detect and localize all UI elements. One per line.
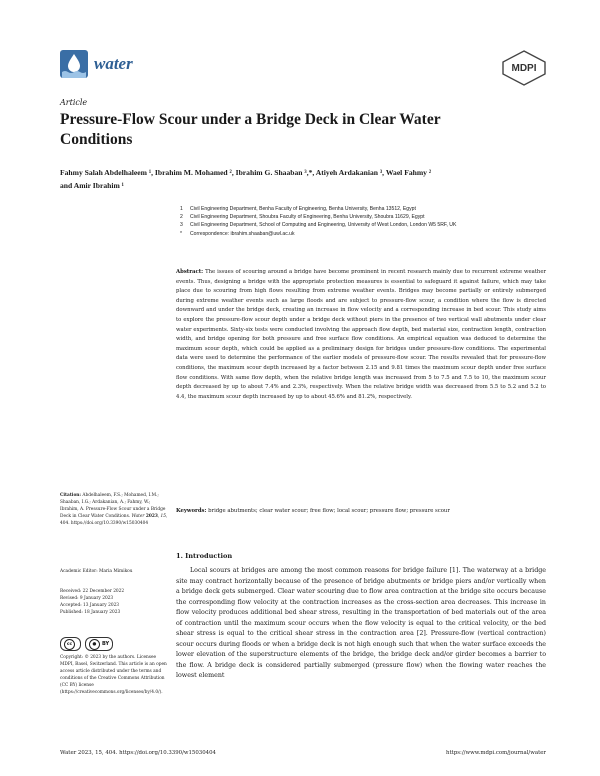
article-type-label: Article [60, 98, 88, 107]
citation-doi-link[interactable]: , 404. https://doi.org/10.3390/w15030404 [60, 514, 168, 527]
publisher-logo[interactable] [501, 50, 547, 90]
article-title: Pressure-Flow Scour under a Bridge Deck in Clear Water Conditions [60, 111, 441, 148]
affiliation-item: 3 Civil Engineering Department, School of Computing and Engineering, University of West London, London W5 5RF, UK [180, 222, 457, 229]
water-drop-icon [60, 50, 88, 78]
citation-text: Abdelhaleem, F.S.; Mohamed, I.M.; Shaaban, I.G.; Ardakanian, A.; Fahmy, W.; Ibrahim, A. Pressure-Flow Scour under a Bridge Deck in Clear Water Conditions. [60, 493, 166, 520]
publication-dates [60, 588, 168, 616]
keywords-text: bridge abutments; clear water scour; free flow; local scour; pressure flow; pressure scour [208, 508, 450, 514]
cc-by-icon: ● BY [85, 637, 113, 651]
abstract-label: Abstract: [176, 269, 204, 275]
journal-logo[interactable] [60, 50, 133, 78]
copyright-notice: Copyright: © 2023 by the authors. Licensee MDPI, Basel, Switzerland. This article is an open access article distributed under the terms and conditions of the Creative Commons Attribution (CC BY) license (https://creativecommons.org/licenses/by/4.0/). [60, 655, 167, 696]
abstract-text: The issues of scouring around a bridge have become prominent in recent research mainly due to recurrent extreme weather events. Thus, designing a bridge with the appropriate protection measures is essential to safeguard it against failure, which may take place due to scouring from high flows resulting from extreme weather events. Bridges may become partially or entirely submerged during extreme weather events such as large floods and are subject to pressure-flow scour, a condition where the flow is directed downward and under the bridge deck, creating an increase in flow velocity and a corresponding increase in bed scour. This study aims to explore the pressure-flow scour depth under a bridge deck without piers in the presence of two vertical wall abutments under clear water experiments. Sixty-six tests were conducted involving the approach flow depth, bed material size, contraction length, contraction width, and bridge opening for both pressure and free surface flow conditions. An empirical equation was deduced to determine the maximum scour depth, which could be applied as a preliminary design for bridges under pressure-flow conditions. The experimental data were used to determine the performance of the earlier models of pressure-flow scour. The results revealed that for pressure-flow conditions, the maximum scour depth increased by a factor between 2.15 and 9.81 times the maximum scour depth under free surface flow conditions. With same flow depth, when the relative bridge length was increased from 5 to 7.5 and 7.5 to 10, the maximum scour depth decreased by up to about 7.4% and 2.3%, respectively. When the relative bridge width was decreased from 5.5 to 5.2 and 5.2 to 4.4, the maximum scour depth increased by up to about 45.6% and 81.2%, respectively. [176, 269, 546, 400]
affiliations [180, 205, 540, 238]
citation-volume: 15 [160, 514, 167, 520]
authors-line: and Amir Ibrahim ¹ [60, 181, 124, 190]
authors-line: Fahmy Salah Abdelhaleem ¹, Ibrahim M. Mohamed ², Ibrahim G. Shaaban ³,*, Atiyeh Ardakanian ³, Wael Fahmy ² [60, 168, 432, 177]
correspondence: * Correspondence: ibrahim.shaaban@uwl.ac.uk [180, 230, 295, 237]
affiliation-item: 2 Civil Engineering Department, Shoubra Faculty of Engineering, Benha University, Shoubra 11629, Egypt [180, 214, 425, 221]
citation-year: 2023 [145, 514, 158, 520]
svg-text:MDPI: MDPI [511, 63, 537, 74]
published-date: Published: 18 January 2023 [60, 610, 121, 616]
academic-editor: Academic Editor: Maria Mimikou [60, 569, 133, 574]
abstract [176, 268, 546, 402]
paragraph: Local scours at bridges are among the most common reasons for bridge failure [1]. The waterway at a bridge site may contract horizontally because of the presence of bridge abutments or bridge piers and/or vertically when a bridge deck gets submerged. Clear water scouring due to flow area contraction at the bridge site occurs because the corresponding flow velocity at the contraction increases as the cross-section area decreases. This increase in flow velocity produces additional bed shear stress, resulting in the transportation of bed materials out of the area of contraction until the maximum scour occurs when the flow velocity is equal to the critical velocity, or the bed shear stress is equal to the critical shear stress in the contraction area [2]. Pressure-flow (vertical contraction) scour occurs during floods or when a bridge deck is not high enough such that when the water surface exceeds the lower elevation of the superstructure elements of the bridge, the bridge deck and/or girder becomes a barrier to the flow. A bridge deck is considered partially submerged (pressure flow) when the flowing water reaches the lowest element [176, 567, 546, 679]
cc-license-badge[interactable] [60, 637, 113, 651]
keywords [176, 507, 546, 517]
footer-journal-url[interactable]: https://www.mdpi.com/journal/water [446, 750, 546, 756]
keywords-label: Keywords: [176, 508, 207, 514]
introduction-body [176, 566, 546, 682]
affiliation-item: 1 Civil Engineering Department, Benha Faculty of Engineering, Benha University, Benha 13512, Egypt [180, 206, 416, 212]
received-date: Received: 22 December 2022 [60, 589, 125, 594]
author-list [60, 166, 550, 192]
citation-label: Citation: [60, 493, 82, 498]
mdpi-logo-icon [501, 50, 547, 86]
citation-block: Citation: Abdelhaleem, F.S.; Mohamed, I.M.; Shaaban, I.G.; Ardakanian, A.; Fahmy, W.; Ibrahim, A. Pressure-Flow Scour under a Bridge Deck in Clear Water Conditions. Water 2023, 15, 404. https://doi.org/10.3390/w15030404 [60, 493, 168, 527]
section-heading: 1. Introduction [176, 552, 233, 560]
citation-journal: Water [131, 514, 145, 520]
footer-citation[interactable]: Water 2023, 15, 404. https://doi.org/10.3390/w15030404 [60, 750, 216, 756]
revised-date: Revised: 9 January 2023 [60, 596, 114, 602]
cc-icon: cc [60, 637, 81, 651]
journal-name: water [94, 54, 133, 73]
accepted-date: Accepted: 13 January 2023 [60, 603, 120, 609]
